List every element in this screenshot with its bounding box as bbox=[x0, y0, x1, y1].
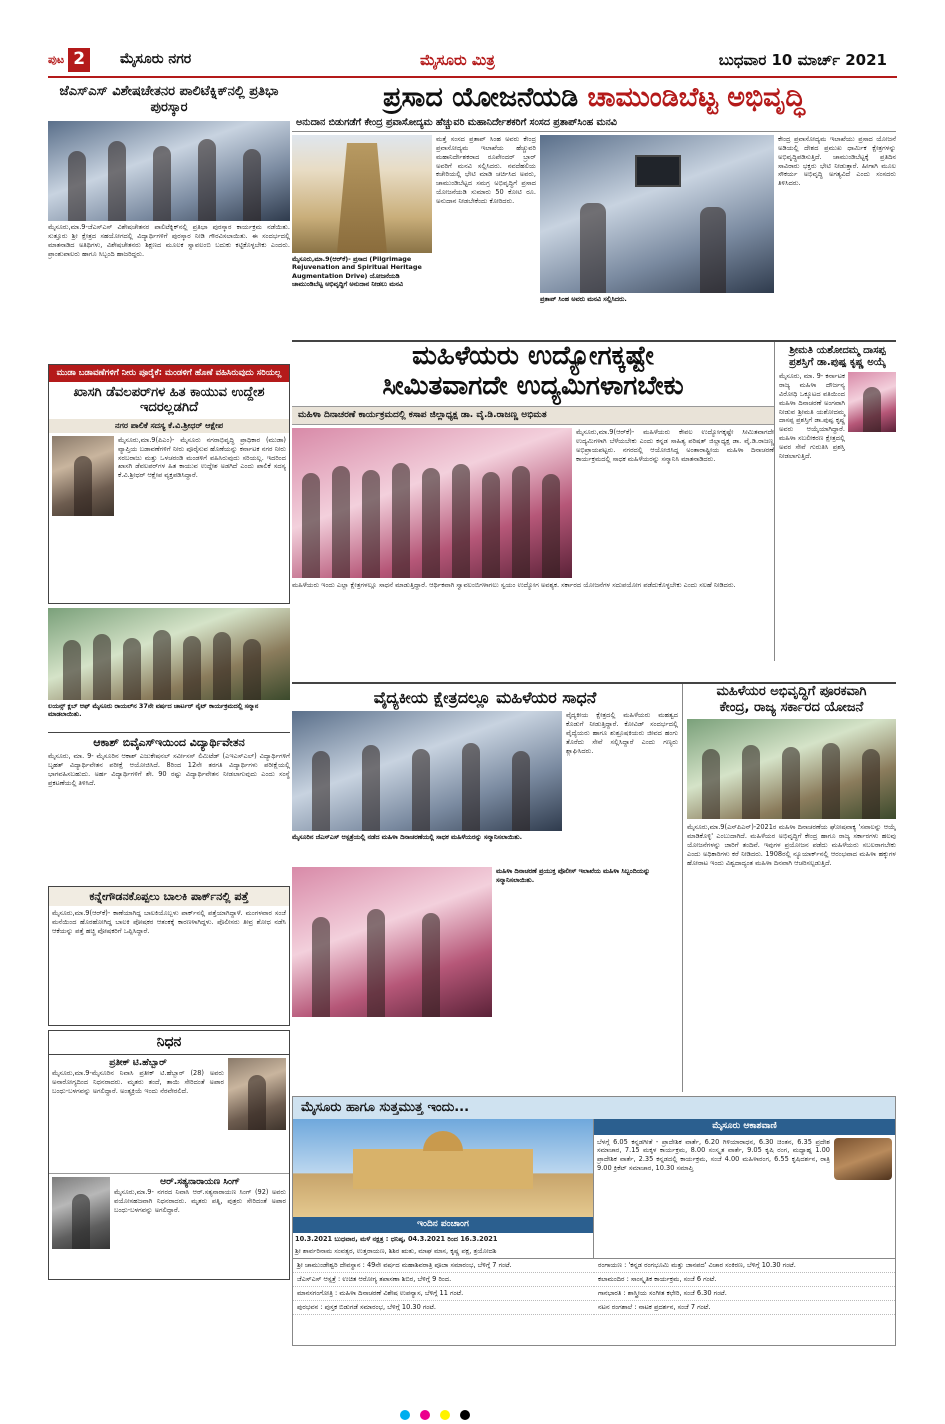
panchanga-title: ಇಂದಿನ ಪಂಚಾಂಗ bbox=[293, 1217, 593, 1232]
event-item: ಶ್ರೀ ಚಾಮುಂಡೇಶ್ವರಿ ದೇವಸ್ಥಾನ : 49ನೇ ವರ್ಷದ ಮಹಾಶಿವರಾತ್ರಿ ಪೂಜಾ ಸಮಾರಂಭ, ಬೆಳಿಗ್ಗೆ 7 ಗಂಟೆ. bbox=[293, 1259, 594, 1273]
story-body: ಮೈಸೂರು,ಮಾ.9(ಆರ್‌ಕೆ)- ಕಾಣೆಯಾಗಿದ್ದ ಬಾಲಕಿಯೊಬ್ಬಳು ಪಾರ್ಕ್‌ನಲ್ಲಿ ಪತ್ತೆಯಾಗಿದ್ದಾಳೆ. ಮಂಗಳವಾರ ಸಂಜೆ ಮನೆಯಿಂದ ಹೊರಹೋಗಿದ್ದ ಬಾಲಕಿ ಪೋಷಕರ ಆತಂಕಕ್ಕೆ ಕಾರಣಳಾಗಿದ್ದಳು. ಪೊಲೀಸರು ತೀವ್ರ ಶೋಧ ನಡೆಸಿ ಆಕೆಯನ್ನು ಪತ್ತೆ ಹಚ್ಚಿ ಪೋಷಕರಿಗೆ ಒಪ್ಪಿಸಿದ್ದಾರೆ. bbox=[52, 909, 286, 935]
story-girl-found bbox=[48, 886, 290, 1026]
photo-caption: ಲಯನ್ಸ್ ಕ್ಲಬ್ ಆಫ್ ಮೈಸೂರು ರಾಯಲ್‌ನ 37ನೇ ವರ್ಷದ ಚಾರ್ಟರ್ ನೈಟ್ ಕಾರ್ಯಕ್ರಮದಲ್ಲಿ ಸನ್ಮಾನ ಮಾಡಲಾಯಿತು. bbox=[48, 702, 259, 719]
story-title: ಕನ್ನೇಗೌಡನಕೊಪ್ಪಲು ಬಾಲಕಿ ಪಾರ್ಕ್‌ನಲ್ಲಿ ಪತ್ತೆ bbox=[49, 887, 289, 906]
event-item: ನಟನ ರಂಗಶಾಲೆ : ನಾಟಕ ಪ್ರದರ್ಶನ, ಸಂಜೆ 7 ಗಂಟೆ. bbox=[594, 1301, 895, 1315]
page-number: 2 bbox=[68, 48, 90, 72]
award-profile-body: ಮೈಸೂರು, ಮಾ. 9- ಕರ್ನಾಟಕ ರಾಜ್ಯ ಮಹಿಳಾ ದೌರ್ಜನ್ಯ ವಿರೋಧಿ ಒಕ್ಕೂಟದ ವತಿಯಿಂದ ಮಹಿಳಾ ದಿನಾಚರಣೆ ಅಂಗವಾಗಿ ನೀಡುವ ಶ್ರೀಮತಿ ಯಶೋದಮ್ಮ ದಾಸಪ್ಪ ಪ್ರಶಸ್ತಿಗೆ ಡಾ.ಪುಷ್ಪ ಕೃಷ್ಣ ಅವರು ಆಯ್ಕೆಯಾಗಿದ್ದಾರೆ. ಮಹಿಳಾ ಸಬಲೀಕರಣ ಕ್ಷೇತ್ರದಲ್ಲಿ ಅವರ ಸೇವೆ ಗುರುತಿಸಿ ಪ್ರಶಸ್ತಿ ನೀಡಲಾಗುತ್ತಿದೆ. bbox=[779, 372, 845, 461]
magenta-mark-icon bbox=[420, 1410, 430, 1420]
story-kicker: ಮುಡಾ ಬಡಾವಣೆಗಳಿಗೆ ನೀರು ಪೂರೈಕೆ: ಮಂಡಳಿಗೆ ಹೊಣೆ ವಹಿಸಿರುವುದು ಸರಿಯಲ್ಲ bbox=[49, 365, 289, 382]
govt-schemes-story bbox=[682, 684, 896, 1092]
page-label: ಪುಟ bbox=[48, 53, 65, 67]
story-body: ಮೈಸೂರು,ಮಾ.9-ಜೆಎಸ್‌ಎಸ್ ವಿಶೇಷಚೇತನರ ಪಾಲಿಟೆಕ್ನಿಕ್‌ನಲ್ಲಿ ಪ್ರತಿಭಾ ಪುರಸ್ಕಾರ ಕಾರ್ಯಕ್ರಮ ನಡೆಯಿತು. ಸುತ್ತೂರು ಶ್ರೀ ಕ್ಷೇತ್ರದ ಸಹಯೋಗದಲ್ಲಿ ವಿದ್ಯಾರ್ಥಿಗಳಿಗೆ ಪುರಸ್ಕಾರ ನೀಡಿ ಗೌರವಿಸಲಾಯಿತು. ಈ ಸಂದರ್ಭದಲ್ಲಿ ಮಾತನಾಡಿದ ಅತಿಥಿಗಳು, ವಿಶೇಷಚೇತನರು ಶಿಕ್ಷಣದ ಮೂಲಕ ಸ್ವಾವಲಂಬಿ ಬದುಕು ಕಟ್ಟಿಕೊಳ್ಳಬೇಕು ಎಂದರು. ಪ್ರಾಂಶುಪಾಲರು ಹಾಗೂ ಸಿಬ್ಬಂದಿ ಹಾಜರಿದ್ದರು. bbox=[48, 223, 290, 258]
section-name: ಮೈಸೂರು ನಗರ bbox=[120, 51, 192, 67]
medical-body: ವೈದ್ಯಕೀಯ ಕ್ಷೇತ್ರದಲ್ಲಿ ಮಹಿಳೆಯರು ಮಹತ್ವದ ಕೊಡುಗೆ ನೀಡುತ್ತಿದ್ದಾರೆ. ಕೋವಿಡ್ ಸಂದರ್ಭದಲ್ಲಿ ವೈದ್ಯೆಯರು ಹಾಗೂ ಶುಶ್ರೂಷಕಿಯರು ಜೀವದ ಹಂಗು ತೊರೆದು ಸೇವೆ ಸಲ್ಲಿಸಿದ್ದಾರೆ ಎಂದು ಗಣ್ಯರು ಶ್ಲಾಘಿಸಿದರು. bbox=[566, 711, 678, 755]
events-list bbox=[293, 1258, 895, 1315]
lead-headline-part1: ಪ್ರಸಾದ ಯೋಜನೆಯಡಿ bbox=[382, 82, 579, 113]
masthead-rule bbox=[48, 76, 897, 78]
story-body: ಮೈಸೂರು, ಮಾ. 9- ಮೈಸೂರಿನ ಆಕಾಶ್ ಎಜುಕೇಷನಲ್ ಸರ್ವೀಸಸ್ ಲಿಮಿಟೆಡ್ (ಎಇಎಸ್‌ಎಲ್) ವಿದ್ಯಾರ್ಥಿಗಳಿಗೆ ಬೃಹತ್ ವಿದ್ಯಾರ್ಥಿವೇತನ ಪರೀಕ್ಷೆ ಆಯೋಜಿಸಿದೆ. 8ರಿಂದ 12ನೇ ತರಗತಿ ವಿದ್ಯಾರ್ಥಿಗಳು ಪರೀಕ್ಷೆಯಲ್ಲಿ ಭಾಗವಹಿಸಬಹುದು. ಅರ್ಹ ವಿದ್ಯಾರ್ಥಿಗಳಿಗೆ ಶೇ. 90 ರಷ್ಟು ವಿದ್ಯಾರ್ಥಿವೇತನ ನೀಡಲಾಗುವುದು ಎಂದು ಸಂಸ್ಥೆ ಪ್ರಕಟಣೆಯಲ್ಲಿ ತಿಳಿಸಿದೆ. bbox=[48, 752, 290, 787]
main-column bbox=[292, 80, 896, 1346]
temple-caption: ಮೈಸೂರು,ಮಾ.9(ಆರ್‌ಕೆ)- ಪ್ರಸಾದ (Pilgrimage Rejuvenation and Spiritual Heritage Augmentation Drive) ಯೋಜನೆಯಡಿ ಚಾಮುಂಡಿಬೆಟ್ಟ ಅಭಿವೃದ್ಧಿಗೆ ಅನುದಾನ ನೀಡಲು ಮನವಿ bbox=[292, 254, 422, 288]
story-title: ಖಾಸಗಿ ಡೆವಲಪರ್‌ಗಳ ಹಿತ ಕಾಯುವ ಉದ್ದೇಶ ಇದರಲ್ಲಡಗಿದೆ bbox=[73, 384, 265, 416]
lead-headline-part2: ಚಾಮುಂಡಿಬೆಟ್ಟ ಅಭಿವೃದ್ಧಿ bbox=[587, 82, 806, 113]
event-item: ಜೆಎಸ್‌ಎಸ್ ಆಸ್ಪತ್ರೆ : ಉಚಿತ ಆರೋಗ್ಯ ತಪಾಸಣಾ ಶಿಬಿರ, ಬೆಳಿಗ್ಗೆ 9 ರಿಂದ. bbox=[293, 1273, 594, 1287]
portrait-photo bbox=[52, 436, 114, 516]
paper-name: ಮೈಸೂರು ಮಿತ್ರ bbox=[420, 51, 495, 69]
obituary-title: ನಿಧನ bbox=[49, 1031, 289, 1055]
award-photo bbox=[48, 121, 290, 221]
award-profile bbox=[774, 342, 896, 661]
lead-story bbox=[292, 80, 896, 340]
govt-photo bbox=[687, 719, 896, 819]
story-aakash-scholarship bbox=[48, 732, 290, 882]
event-item: ಮಾನಸಗಂಗೋತ್ರಿ : ಮಹಿಳಾ ದಿನಾಚರಣೆ ವಿಶೇಷ ಉಪನ್ಯಾಸ, ಬೆಳಿಗ್ಗೆ 11 ಗಂಟೆ. bbox=[293, 1287, 594, 1301]
page-number-block bbox=[48, 48, 90, 72]
black-mark-icon bbox=[460, 1410, 470, 1420]
medical-photo bbox=[292, 711, 562, 831]
awardee-photo bbox=[848, 372, 896, 432]
temple-photo bbox=[292, 135, 432, 253]
women-body-continued: ಮಹಿಳೆಯರು ಇಂದು ಎಲ್ಲಾ ಕ್ಷೇತ್ರಗಳಲ್ಲೂ ಸಾಧನೆ ಮಾಡುತ್ತಿದ್ದಾರೆ. ಆರ್ಥಿಕವಾಗಿ ಸ್ವಾವಲಂಬಿಗಳಾಗಲು ಸ್ವಯಂ ಉದ್ಯೋಗ ಅವಶ್ಯಕ. ಸರ್ಕಾರದ ಯೋಜನೆಗಳ ಸದುಪಯೋಗ ಪಡೆದುಕೊಳ್ಳಬೇಕು ಎಂದು ಸಲಹೆ ನೀಡಿದರು. bbox=[292, 581, 736, 590]
today-banner: ಮೈಸೂರು ಹಾಗೂ ಸುತ್ತಮುತ್ತ ಇಂದು... bbox=[293, 1097, 895, 1119]
women-headline-line2: ಸೀಮಿತವಾಗದೇ ಉದ್ಯಮಿಗಳಾಗಬೇಕು bbox=[382, 370, 684, 401]
medical-story bbox=[292, 684, 678, 1092]
women-subtitle: ಮಹಿಳಾ ದಿನಾಚರಣೆ ಕಾರ್ಯಕ್ರಮದಲ್ಲಿ ಕಸಾಪ ಜಿಲ್ಲಾಧ್ಯಕ್ಷ ಡಾ. ವೈ.ಡಿ.ರಾಜಣ್ಣ ಅಭಿಮತ bbox=[292, 406, 774, 425]
lead-subtitle: ಅನುದಾನ ಬಿಡುಗಡೆಗೆ ಕೇಂದ್ರ ಪ್ರವಾಸೋದ್ಯಮ ಹೆಚ್ಚುವರಿ ಮಹಾನಿರ್ದೇಶಕರಿಗೆ ಸಂಸದ ಪ್ರತಾಪ್‌ಸಿಂಹ ಮನವಿ bbox=[292, 115, 896, 132]
women-headline-line1: ಮಹಿಳೆಯರು ಉದ್ಯೋಗಕ್ಕಷ್ಟೇ bbox=[412, 342, 654, 371]
story-jss-polytechnic bbox=[48, 80, 290, 360]
masthead bbox=[0, 48, 945, 78]
left-column bbox=[48, 80, 290, 1280]
obituary-body: ಮೈಸೂರು,ಮಾ.9- ನಗರದ ನಿವಾಸಿ ಆರ್.ಸತ್ಯನಾರಾಯಣ ಸಿಂಗ್ (92) ಅವರು ವಯೋಸಹಜವಾಗಿ ನಿಧನರಾದರು. ಮೃತರು ಪತ್ನಿ, ಪುತ್ರರು ಸೇರಿದಂತೆ ಅಪಾರ ಬಂಧು-ಬಳಗವನ್ನು ಅಗಲಿದ್ದಾರೆ. bbox=[114, 1188, 286, 1214]
obituary-body: ಮೈಸೂರು,ಮಾ.9-ಮೈಸೂರಿನ ನಿವಾಸಿ ಪ್ರತೀಕ್ ಟಿ.ಹೆಬ್ಬಾರ್ (28) ಅವರು ಅನಾರೋಗ್ಯದಿಂದ ನಿಧನರಾದರು. ಮೃತರು ತಂದೆ, ತಾಯಿ ಸೇರಿದಂತೆ ಅಪಾರ ಬಂಧು-ಬಳಗವನ್ನು ಅಗಲಿದ್ದಾರೆ. ಅಂತ್ಯಕ್ರಿಯೆ ಇಂದು ನೆರವೇರಲಿದೆ. bbox=[52, 1069, 224, 1095]
yellow-mark-icon bbox=[440, 1410, 450, 1420]
print-registration-marks bbox=[0, 1410, 945, 1420]
lead-body-continued: ಕೇಂದ್ರ ಪ್ರವಾಸೋದ್ಯಮ ಇಲಾಖೆಯು ಪ್ರಸಾದ ಯೋಜನೆ ಅಡಿಯಲ್ಲಿ ದೇಶದ ಪ್ರಮುಖ ಧಾರ್ಮಿಕ ಕ್ಷೇತ್ರಗಳನ್ನು ಅಭಿವೃದ್ಧಿಪಡಿಸುತ್ತಿದೆ. ಚಾಮುಂಡಿಬೆಟ್ಟಕ್ಕೆ ಪ್ರತಿದಿನ ಸಾವಿರಾರು ಭಕ್ತರು ಭೇಟಿ ನೀಡುತ್ತಾರೆ. ಹೀಗಾಗಿ ಮೂಲ ಸೌಕರ್ಯ ಅಭಿವೃದ್ಧಿ ಅಗತ್ಯವಿದೆ ಎಂದು ಸಂಸದರು ತಿಳಿಸಿದರು. bbox=[778, 134, 896, 188]
event-item: ಗಾನಭಾರತಿ : ಶಾಸ್ತ್ರೀಯ ಸಂಗೀತ ಕಛೇರಿ, ಸಂಜೆ 6.30 ಗಂಟೆ. bbox=[594, 1287, 895, 1301]
story-title: ಜೆಎಸ್‌ಎಸ್ ವಿಶೇಷಚೇತನರ ಪಾಲಿಟೆಕ್ನಿಕ್‌ನಲ್ಲಿ ಪ್ರತಿಭಾ ಪುರಸ್ಕಾರ bbox=[59, 84, 279, 115]
story-subtitle: ನಗರ ಪಾಲಿಕೆ ಸದಸ್ಯ ಕೆ.ವಿ.ಶ್ರೀಧರ್ ಆಕ್ಷೇಪ bbox=[49, 419, 289, 433]
lead-headline bbox=[292, 80, 896, 115]
police-photo bbox=[292, 867, 492, 1017]
women-story bbox=[292, 340, 896, 682]
radio-body: ಬೆಳಗ್ಗೆ 6.05 ಕನ್ನಡಗೀತೆ - ಪ್ರಾದೇಶಿಕ ವಾರ್ತೆ, 6.20 ಗಿಳಿಯಾರಾಧನ, 6.30 ಚಿಂತನ, 6.35 ಪ್ರದೇಶ ಸಮಾಚಾರ, 7.15 ಮಕ್ಕಳ ಕಾರ್ಯಕ್ರಮ, 8.00 ಸಂಸ್ಕೃತ ವಾರ್ತೆ, 9.05 ಕೃಷಿ ರಂಗ, ಮಧ್ಯಾಹ್ನ 1.00 ಪ್ರಾದೇಶಿಕ ವಾರ್ತೆ, 2.35 ಕನ್ನಡದಲ್ಲಿ ಕಾರ್ಯಕ್ರಮ, ಸಂಜೆ 4.00 ಮಹಿಳಾರಂಗ, 6.55 ಕೃಷಿದರ್ಶನ, ರಾತ್ರಿ 9.00 ಕ್ರಿಕೆಟ್ ಸಮಾಚಾರ, 10.30 ಸಮಾಪ್ತಿ bbox=[597, 1137, 830, 1173]
govt-headline-line2: ಕೇಂದ್ರ, ರಾಜ್ಯ ಸರ್ಕಾರದ ಯೋಜನೆ bbox=[719, 699, 864, 715]
event-item: ಕಲಾಮಂದಿರ : ಸಾಂಸ್ಕೃತಿಕ ಕಾರ್ಯಕ್ರಮ, ಸಂಜೆ 6 ಗಂಟೆ. bbox=[594, 1273, 895, 1287]
radio-box bbox=[593, 1119, 895, 1258]
issue-date: ಬುಧವಾರ 10 ಮಾರ್ಚ್ 2021 bbox=[718, 51, 887, 69]
radio-icon bbox=[834, 1138, 892, 1180]
govt-body: ಮೈಸೂರು,ಮಾ.9(ಎಸ್‌ಪಿಎನ್)-2021ರ ಮಹಿಳಾ ದಿನಾಚರಣೆಯ ಘೋಷವಾಕ್ಯ 'ಸವಾಲನ್ನು ಆಯ್ಕೆ ಮಾಡಿಕೊಳ್ಳಿ' ಎಂಬುದಾಗಿದೆ. ಮಹಿಳೆಯರ ಅಭಿವೃದ್ಧಿಗೆ ಕೇಂದ್ರ ಹಾಗೂ ರಾಜ್ಯ ಸರ್ಕಾರಗಳು ಹಲವು ಯೋಜನೆಗಳನ್ನು ಜಾರಿಗೆ ತಂದಿವೆ. ಇವುಗಳ ಪ್ರಯೋಜನ ಪಡೆದು ಮಹಿಳೆಯರು ಸಬಲರಾಗಬೇಕು ಎಂದು ಅಧಿಕಾರಿಗಳು ಕರೆ ನೀಡಿದರು. 1908ರಲ್ಲಿ ನ್ಯೂಯಾರ್ಕ್‌ನಲ್ಲಿ ಆರಂಭವಾದ ಮಹಿಳಾ ಹಕ್ಕುಗಳ ಹೋರಾಟ ಇಂದು ವಿಶ್ವದಾದ್ಯಂತ ಮಹಿಳಾ ದಿನವಾಗಿ ಆಚರಿಸಲ್ಪಡುತ್ತಿದೆ. bbox=[687, 823, 896, 867]
police-caption: ಮಹಿಳಾ ದಿನಾಚರಣೆ ಪ್ರಯುಕ್ತ ಪೊಲೀಸ್ ಇಲಾಖೆಯ ಮಹಿಳಾ ಸಿಬ್ಬಂದಿಯನ್ನು ಸನ್ಮಾನಿಸಲಾಯಿತು. bbox=[496, 867, 651, 884]
story-title: ಆಕಾಶ್ ಬಿವೈಎಸ್‌ಇಯಿಂದ ವಿದ್ಯಾರ್ಥಿವೇತನ bbox=[93, 736, 245, 749]
meeting-photo bbox=[540, 135, 774, 293]
obituary-name: ಪ್ರತೀಕ್ ಟಿ.ಹೆಬ್ಬಾರ್ bbox=[109, 1057, 167, 1068]
story-lions-club bbox=[48, 608, 290, 728]
story-muda-water bbox=[48, 364, 290, 604]
meeting-caption: ಪ್ರತಾಪ್ ಸಿಂಹ ಅವರು ಮನವಿ ಸಲ್ಲಿಸಿದರು. bbox=[540, 294, 627, 303]
obituary-photo bbox=[228, 1058, 286, 1130]
govt-headline-line1: ಮಹಿಳೆಯರ ಅಭಿವೃದ್ಧಿಗೆ ಪೂರಕವಾಗಿ bbox=[716, 684, 867, 699]
obituary-photo bbox=[52, 1177, 110, 1249]
obituary-box bbox=[48, 1030, 290, 1280]
panchanga-line1: 10.3.2021 ಬುಧವಾರ, ಮಳೆ ನಕ್ಷತ್ರ : ಧನಿಷ್ಠ, 04.3.2021 ರಿಂದ 16.3.2021 bbox=[295, 1234, 498, 1243]
panchanga-line2: ಶ್ರೀ ಶಾರ್ವರಿನಾಮ ಸಂವತ್ಸರ, ಉತ್ತರಾಯಣ, ಶಿಶಿರ ಋತು, ಮಾಘ ಮಾಸ, ಕೃಷ್ಣ ಪಕ್ಷ, ತ್ರಯೋದಶಿ bbox=[295, 1247, 497, 1256]
radio-title: ಮೈಸೂರು ಆಕಾಶವಾಣಿ bbox=[594, 1119, 895, 1134]
award-profile-title: ಶ್ರೀಮತಿ ಯಶೋದಮ್ಮ ದಾಸಪ್ಪ ಪ್ರಶಸ್ತಿಗೆ ಡಾ.ಪುಷ್ಪ ಕೃಷ್ಣ ಅಯ್ಕೆ bbox=[789, 345, 886, 368]
women-group-photo bbox=[292, 428, 572, 578]
lead-body: ಮತ್ತೆ ಸಂಸದ ಪ್ರತಾಪ್ ಸಿಂಹ ಅವರು ಕೇಂದ್ರ ಪ್ರವಾಸೋದ್ಯಮ ಇಲಾಖೆಯ ಹೆಚ್ಚುವರಿ ಮಹಾನಿರ್ದೇಶಕರಾದ ರೂಪೇಂದರ್ ಬ್ರಾರ್ ಅವರಿಗೆ ಮನವಿ ಸಲ್ಲಿಸಿದರು. ನವದೆಹಲಿಯ ಕಚೇರಿಯಲ್ಲಿ ಭೇಟಿ ಮಾಡಿ ಚರ್ಚಿಸಿದ ಅವರು, ಚಾಮುಂಡಿಬೆಟ್ಟದ ಸಮಗ್ರ ಅಭಿವೃದ್ಧಿಗೆ ಪ್ರಸಾದ ಯೋಜನೆಯಡಿ ಸುಮಾರು 50 ಕೋಟಿ ರೂ. ಅನುದಾನ ನೀಡಬೇಕೆಂದು ಕೋರಿದರು. bbox=[436, 134, 536, 206]
event-item: ರಂಗಾಯಣ : 'ಕನ್ನಡ ರಂಗಭೂಮಿ ಮತ್ತು ಜಾನಪದ' ವಿಚಾರ ಸಂಕಿರಣ, ಬೆಳಿಗ್ಗೆ 10.30 ಗಂಟೆ. bbox=[594, 1259, 895, 1273]
palace-photo bbox=[293, 1119, 593, 1217]
women-body: ಮೈಸೂರು,ಮಾ.9(ಆರ್‌ಕೆ)- ಮಹಿಳೆಯರು ಕೇವಲ ಉದ್ಯೋಗಕ್ಕಷ್ಟೇ ಸೀಮಿತವಾಗದೇ ಉದ್ಯಮಿಗಳಾಗಿ ಬೆಳೆಯಬೇಕು ಎಂದು ಕನ್ನಡ ಸಾಹಿತ್ಯ ಪರಿಷತ್ ಜಿಲ್ಲಾಧ್ಯಕ್ಷ ಡಾ. ವೈ.ಡಿ.ರಾಜಣ್ಣ ಅಭಿಪ್ರಾಯಪಟ್ಟರು. ನಗರದಲ್ಲಿ ಆಯೋಜಿಸಿದ್ದ ಅಂತಾರಾಷ್ಟ್ರೀಯ ಮಹಿಳಾ ದಿನಾಚರಣೆ ಕಾರ್ಯಕ್ರಮದಲ್ಲಿ ಸಾಧಕ ಮಹಿಳೆಯರನ್ನು ಸನ್ಮಾನಿಸಿ ಮಾತನಾಡಿದರು. bbox=[576, 428, 774, 463]
cyan-mark-icon bbox=[400, 1410, 410, 1420]
today-section bbox=[292, 1096, 896, 1346]
event-item: ಪುರಭವನ : ಪುಸ್ತಕ ಬಿಡುಗಡೆ ಸಮಾರಂಭ, ಬೆಳಿಗ್ಗೆ 10.30 ಗಂಟೆ. bbox=[293, 1301, 594, 1315]
obituary-name: ಆರ್.ಸತ್ಯನಾರಾಯಣ ಸಿಂಗ್ bbox=[160, 1176, 240, 1187]
medical-headline: ವೈದ್ಯಕೀಯ ಕ್ಷೇತ್ರದಲ್ಲೂ ಮಹಿಳೆಯರ ಸಾಧನೆ bbox=[373, 688, 597, 707]
story-body: ಮೈಸೂರು,ಮಾ.9(ಪಿಎಂ)- ಮೈಸೂರು ನಗರಾಭಿವೃದ್ಧಿ ಪ್ರಾಧಿಕಾರ (ಮುಡಾ) ವ್ಯಾಪ್ತಿಯ ಬಡಾವಣೆಗಳಿಗೆ ನೀರು ಪೂರೈಸುವ ಹೊಣೆಯನ್ನು ಕರ್ನಾಟಕ ನಗರ ನೀರು ಸರಬರಾಜು ಮತ್ತು ಒಳಚರಂಡಿ ಮಂಡಳಿಗೆ ವಹಿಸಿರುವುದು ಸರಿಯಲ್ಲ. ಇದರಿಂದ ಖಾಸಗಿ ಡೆವಲಪರ್‌ಗಳ ಹಿತ ಕಾಯುವ ಉದ್ದೇಶ ಅಡಗಿದೆ ಎಂದು ಪಾಲಿಕೆ ಸದಸ್ಯ ಕೆ.ವಿ.ಶ್ರೀಧರ್ ಆಕ್ಷೇಪ ವ್ಯಕ್ತಪಡಿಸಿದ್ದಾರೆ. bbox=[118, 435, 286, 480]
lions-photo bbox=[48, 608, 290, 700]
medical-caption: ಮೈಸೂರಿನ ಜೆಎಸ್‌ಎಸ್ ಆಸ್ಪತ್ರೆಯಲ್ಲಿ ನಡೆದ ಮಹಿಳಾ ದಿನಾಚರಣೆಯಲ್ಲಿ ಸಾಧಕ ಮಹಿಳೆಯರನ್ನು ಸನ್ಮಾನಿಸಲಾಯಿತು. bbox=[292, 833, 523, 842]
